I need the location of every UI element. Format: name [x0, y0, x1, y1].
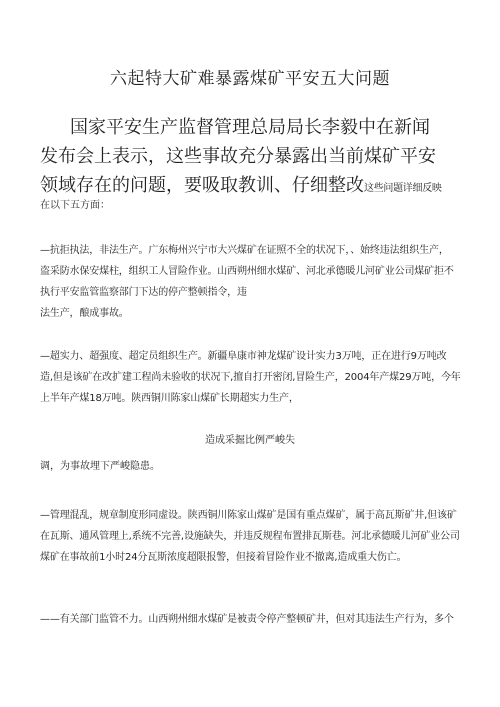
lead-paragraph [40, 113, 468, 203]
paragraph-resisting-enforcement [40, 240, 454, 324]
lead-line-3-small: 这些问题详细反映 [364, 183, 442, 194]
paragraph-line: 执行平安监管监察部门下达的停产整顿指令，违 [40, 287, 247, 298]
lead-line-2: 发布会上表示，这些事故充分暴露出当前煤矿平安 [40, 146, 436, 167]
lead-continuation: 在以下五方面： [40, 200, 110, 211]
paragraph-tail: 调，为事故埋下严峻隐患。 [40, 461, 160, 472]
paragraph-line: 上半年产煤18万吨。陕西铜川陈家山煤矿长期超实力生产， [40, 393, 299, 404]
lead-line-1: 国家平安生产监督管理总局局长李毅中在新闻 [70, 117, 430, 138]
paragraph-centered-fragment: 造成采掘比例严峻失 [205, 435, 295, 446]
paragraph-line: —抗拒执法，非法生产。广东梅州兴宁市大兴煤矿在证照不全的状况下，、始终违法组织生产， [40, 245, 449, 256]
paragraph-line: 在瓦斯、通风管理上,系统不完善,设施缺失，并违反规程布置排瓦斯巷。河北承德暖儿河矿业公司 [40, 531, 460, 542]
document-title: 六起特大矿难暴露煤矿平安五大问题 [110, 69, 390, 89]
paragraph-over-capacity [40, 346, 461, 409]
paragraph-line: —超实力、超强度、超定员组织生产。新疆阜康市神龙煤矿设计实力3万吨，正在进行9万吨改 [40, 351, 447, 362]
paragraph-line: 法生产，酿成事故。 [40, 308, 129, 319]
paragraph-management-chaos [40, 505, 460, 568]
paragraph-line: 煤矿在事故前1小时24分瓦斯浓度超限报警，但接着冒险作业不撤离,造成重大伤亡。 [40, 552, 407, 563]
lead-line-3-large: 领域存在的问题，要吸取教训、仔细整改 [40, 175, 364, 196]
paragraph-weak-supervision [40, 609, 454, 630]
paragraph-line: —管理混乱，规章制度形同虚设。陕西铜川陈家山煤矿是国有重点煤矿，属于高瓦斯矿井,但该矿 [40, 510, 457, 521]
paragraph-line: ——有关部门监管不力。山西朔州细水煤矿是被责令停产整顿矿井，但对其违法生产行为，多个 [40, 614, 454, 625]
paragraph-line: 盗采防水保安煤柱，组织工人冒险作业。山西朔州细水煤矿、河北承德暖儿河矿业公司煤矿拒不 [40, 266, 454, 277]
paragraph-line: 造,但是该矿在改扩建工程尚未验收的状况下,擅自打开密闭,冒险生产，2004年产煤29万吨，今年 [40, 372, 461, 383]
